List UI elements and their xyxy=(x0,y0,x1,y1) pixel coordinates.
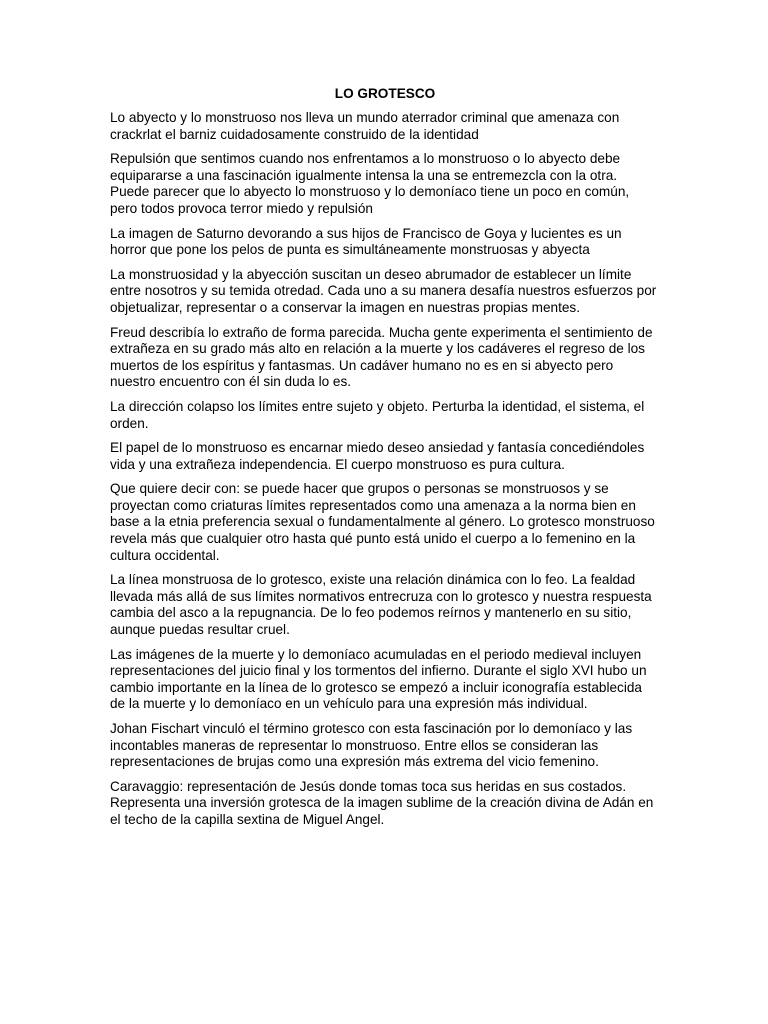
paragraph-5: Freud describía lo extraño de forma parecida. Mucha gente experimenta el sentimiento de extrañeza en su grado más alto en relación a la muerte y los cadáveres el regreso de los muertos de los espíritus y fantasmas. Un cadáver humano no es en si abyecto pero nuestro encuentro con él sin duda lo es. xyxy=(110,324,653,390)
paragraph-1: Lo abyecto y lo monstruoso nos lleva un mundo aterrador criminal que amenaza con crackrlat el barniz cuidadosamente construido de la identidad xyxy=(110,110,620,142)
paragraph-11: Johan Fischart vinculó el término grotesco con esta fascinación por lo demoníaco y las incontables maneras de representar lo monstruoso. Entre ellos se consideran las representaciones de brujas como una expresión más extrema del vicio femenino. xyxy=(110,721,633,770)
paragraph-10: Las imágenes de la muerte y lo demoníaco acumuladas en el periodo medieval incluyen representaciones del juicio final y los tormentos del infierno. Durante el siglo XVI hubo un cambio importante en la línea de lo grotesco se empezó a incluir iconografía establecida de la muerte y lo demoníaco en un vehículo para una expresión más individual. xyxy=(110,646,647,712)
paragraph-6: La dirección colapso los límites entre sujeto y objeto. Perturba la identidad, el sistema, el orden. xyxy=(110,398,645,431)
document-body xyxy=(110,86,660,837)
paragraph-3: La imagen de Saturno devorando a sus hijos de Francisco de Goya y lucientes es un horror que pone los pelos de punta es simultáneamente monstruosas y abyecta xyxy=(110,225,622,258)
paragraph-9: La línea monstruosa de lo grotesco, existe una relación dinámica con lo feo. La fealdad llevada más allá de sus límites normativos entrecruza con lo grotesco y nuestra respuesta cambia del asco a la repugnancia. De lo feo podemos reírnos y mantenerlo en su sitio, aunque puedas resultar cruel. xyxy=(110,572,652,638)
paragraph-2: Repulsión que sentimos cuando nos enfrentamos a lo monstruoso o lo abyecto debe equipararse a una fascinación igualmente intensa la una se entremezcla con la otra. Puede parecer que lo abyecto lo monstruoso y lo demoníaco tiene un poco en común, pero todos provoca terror miedo y repulsión xyxy=(110,151,630,216)
paragraph-8: Que quiere decir con: se puede hacer que grupos o personas se monstruosos y se proyectan como criaturas límites representados como una amenaza a la norma bien en base a la etnia preferencia sexual o fundamentalmente al género. Lo grotesco monstruoso revela más que cualquier otro hasta qué punto está unido el cuerpo a lo femenino en la cultura occidental. xyxy=(110,481,655,563)
paragraph-4: La monstruosidad y la abyección suscitan un deseo abrumador de establecer un límite entre nosotros y su temida otredad. Cada uno a su manera desafía nuestros esfuerzos por objetualizar, representar o a conservar la imagen en nuestras propias mentes. xyxy=(110,266,657,315)
paragraph-12: Caravaggio: representación de Jesús donde tomas toca sus heridas en sus costados. Representa una inversión grotesca de la imagen sublime de la creación divina de Adán en el techo de la capilla sextina de Miguel Angel. xyxy=(110,778,654,827)
paragraph-7: El papel de lo monstruoso es encarnar miedo deseo ansiedad y fantasía concediéndoles vida y una extrañeza independencia. El cuerpo monstruoso es pura cultura. xyxy=(110,440,645,472)
document-title: LO GROTESCO xyxy=(334,86,436,101)
